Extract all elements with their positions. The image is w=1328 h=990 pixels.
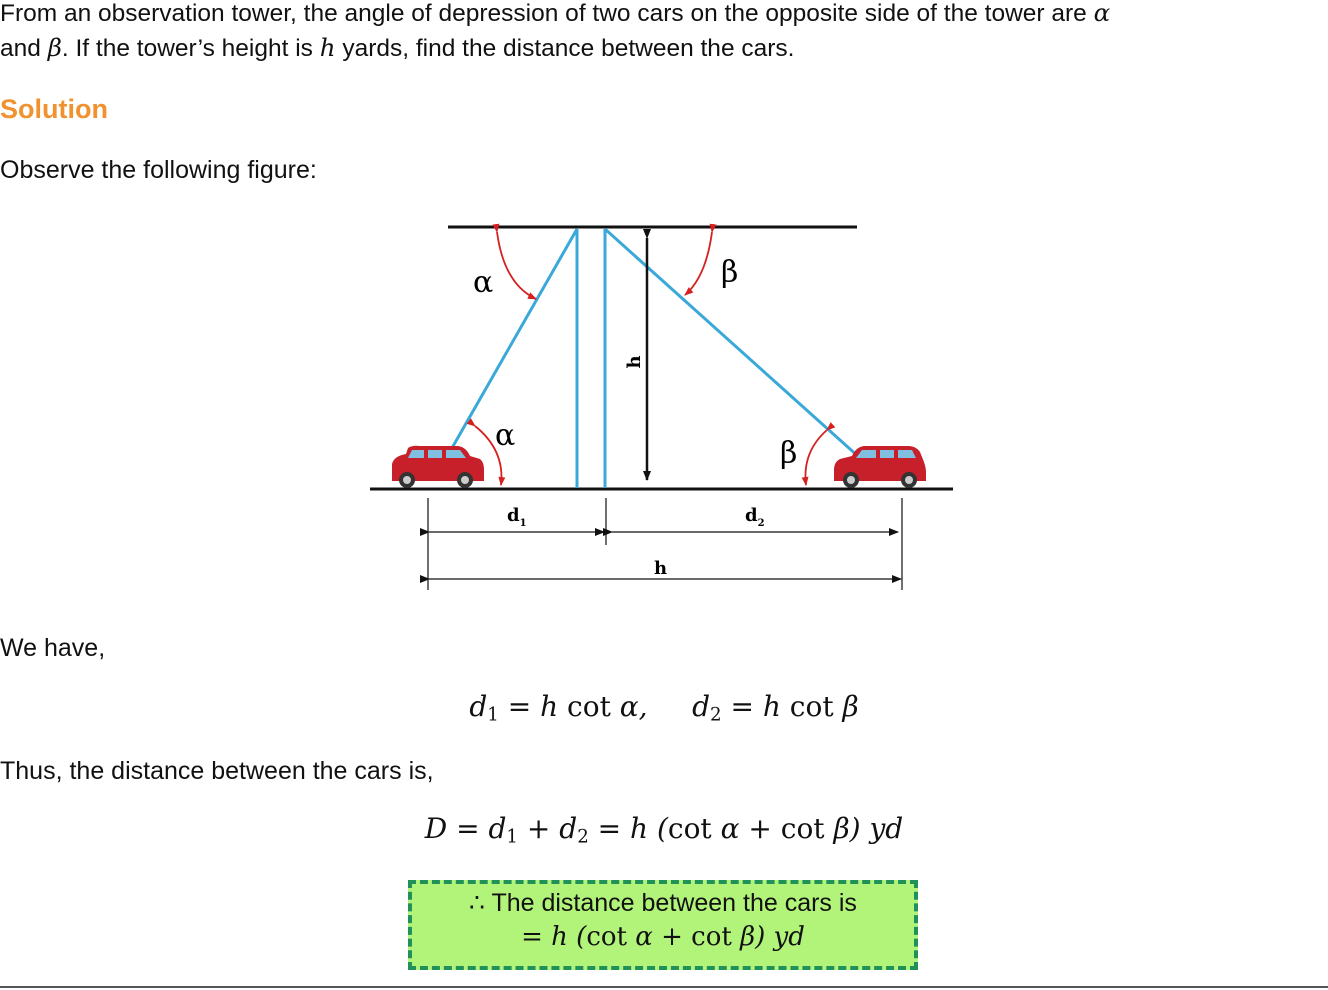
bottom-rule xyxy=(0,986,1328,988)
solution-heading: Solution xyxy=(0,94,108,124)
beta-top-arc xyxy=(685,232,712,295)
alpha-top-arc xyxy=(497,232,536,299)
answer-box xyxy=(408,880,918,970)
beta-top-label: β xyxy=(721,255,739,290)
alpha-top-label: α xyxy=(473,265,494,300)
height-label: h xyxy=(624,355,645,369)
beta-bottom-label: β xyxy=(780,436,798,471)
car-left-icon xyxy=(392,446,484,488)
beta-bottom-arc xyxy=(805,430,827,485)
thus-text: Thus, the distance between the cars is, xyxy=(0,757,434,785)
question-part3: . If the tower’s height is xyxy=(61,35,313,62)
question-part2: and xyxy=(0,35,41,62)
question-part4: yards, find the distance between the cars. xyxy=(342,35,795,62)
we-have-text: We have, xyxy=(0,634,106,662)
tower-figure xyxy=(360,212,960,597)
answer-line2: = h (cot α + cot β) yd xyxy=(521,922,805,952)
question-alpha: α xyxy=(1093,0,1111,27)
observe-text: Observe the following figure: xyxy=(0,156,317,184)
d2-label: $d_2$ xyxy=(745,505,765,529)
question-beta: β xyxy=(47,33,62,62)
question-text xyxy=(0,0,1326,66)
question-part1: From an observation tower, the angle of depression of two cars on the opposite side of the tower are xyxy=(0,0,1087,27)
alpha-bottom-label: α xyxy=(495,418,516,453)
answer-line1: ∴ The distance between the cars is xyxy=(469,889,857,917)
d1-label: $d_1$ xyxy=(507,505,527,529)
h-bottom-label: h xyxy=(654,558,668,579)
car-right-icon xyxy=(834,446,926,488)
equation-distances: $d_1 = h$ cot α, $d_2 = h$ cot β xyxy=(469,690,859,726)
equation-total: $D = d_1 + d_2 = h$ (cot α + cot β) yd xyxy=(424,812,904,848)
question-h: h xyxy=(319,33,336,62)
